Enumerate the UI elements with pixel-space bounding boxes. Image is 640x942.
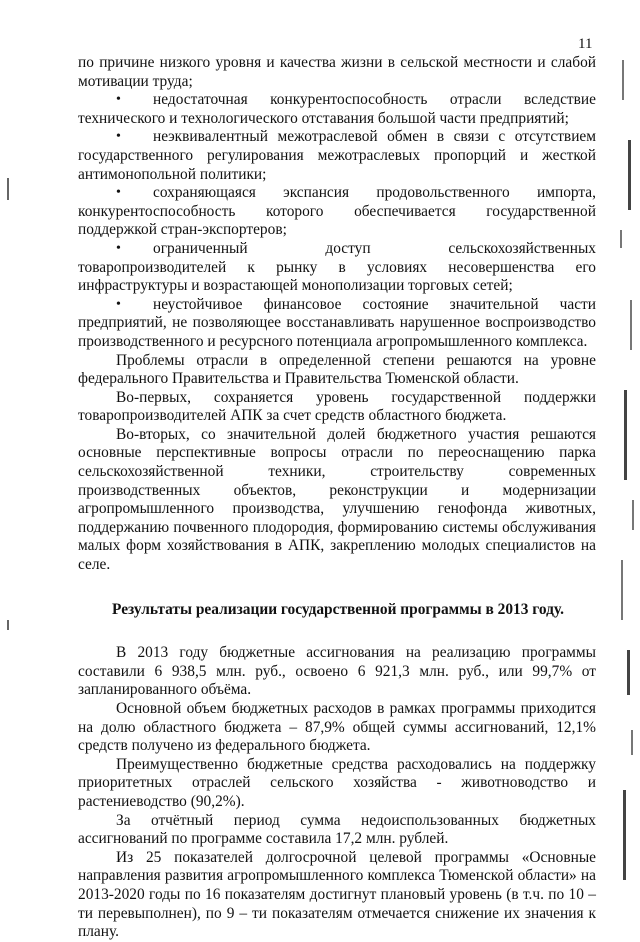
bullet-text: неустойчивое финансовое состояние значительной части предприятий, не позволяющее восстанавливать нарушенное воспроизводство производственного и ресурсного потенциала агропромышленного комплекса. [78, 295, 596, 350]
document-body [78, 54, 596, 942]
scan-artifact [7, 620, 9, 630]
paragraph: Проблемы отрасли в определенной степени решаются на уровне федерального Правительства и Правительства Тюменской области. [78, 351, 596, 388]
paragraph: За отчётный период сумма недоиспользованных бюджетных ассигнований по программе составила 17,2 млн. рублей. [78, 811, 596, 848]
bullet-text: сохраняющаяся экспансия продовольственного импорта, конкурентоспособность которого обеспечивается государственной поддержкой стран-экспортеров; [78, 184, 596, 239]
paragraph: Основной объем бюджетных расходов в рамках программы приходится на долю областного бюджета – 87,9% общей суммы ассигнований, 12,1% средств получено из федерального бюджета. [78, 700, 596, 755]
paragraph: Из 25 показателей долгосрочной целевой программы «Основные направления развития агропромышленного комплекса Тюменской области» на 2013-2020 годы по 16 показателям достигнут плановый уровень (в т.ч. по 10 – ти перевыполнен), по 9 – ти показателям отмечается снижение их значения к плану. [78, 848, 596, 941]
bullet-icon: • [116, 129, 121, 145]
paragraph: Во-вторых, со значительной долей бюджетного участия решаются основные перспективные вопросы отрасли по переоснащению парка сельскохозяйственной техники, строительству современных производственных объектов, реконструкции и модернизации агропромышленного производства, улучшению генофонда животных, поддержанию почвенного плодородия, формированию системы обслуживания малых форм хозяйствования в АПК, закреплению молодых специалистов на селе. [78, 425, 596, 574]
bullet-text: ограниченный доступ сельскохозяйственных товаропроизводителей к рынку в условиях несовершенства его инфраструктуры и возрастающей монополизации торговых сетей; [78, 239, 596, 295]
scan-artifact [7, 178, 9, 200]
bullet-icon: • [116, 240, 121, 256]
scan-edge-noise [614, 0, 640, 905]
bullet-icon: • [116, 185, 121, 201]
paragraph: Во-первых, сохраняется уровень государственной поддержки товаропроизводителей АПК за счет средств областного бюджета. [78, 388, 596, 425]
bullet-icon: • [116, 92, 121, 108]
bullet-text: недостаточная конкурентоспособность отрасли вследствие технического и технологического отставания большой части предприятий; [78, 91, 596, 127]
page-number: 11 [578, 36, 593, 52]
paragraph: по причине низкого уровня и качества жизни в сельской местности и слабой мотивации труда; [78, 54, 596, 90]
section-heading: Результаты реализации государственной программы в 2013 году. [112, 600, 564, 618]
bullet-item [78, 128, 596, 184]
bullet-text: неэквивалентный межотраслевой обмен в связи с отсутствием государственного регулирования межотраслевых пропорций и жесткой антимонопольной политики; [78, 128, 596, 183]
bullet-icon: • [116, 296, 121, 312]
bullet-item [78, 240, 596, 296]
bullet-item [78, 296, 596, 352]
bullet-item [78, 91, 596, 128]
paragraph: В 2013 году бюджетные ассигнования на реализацию программы составили 6 938,5 млн. руб., освоено 6 921,3 млн. руб., или 99,7% от запланированного объёма. [78, 644, 596, 699]
paragraph: Преимущественно бюджетные средства расходовались на поддержку приоритетных отраслей сельского хозяйства - животноводство и растениеводство (90,2%). [78, 755, 596, 810]
bullet-item [78, 184, 596, 240]
